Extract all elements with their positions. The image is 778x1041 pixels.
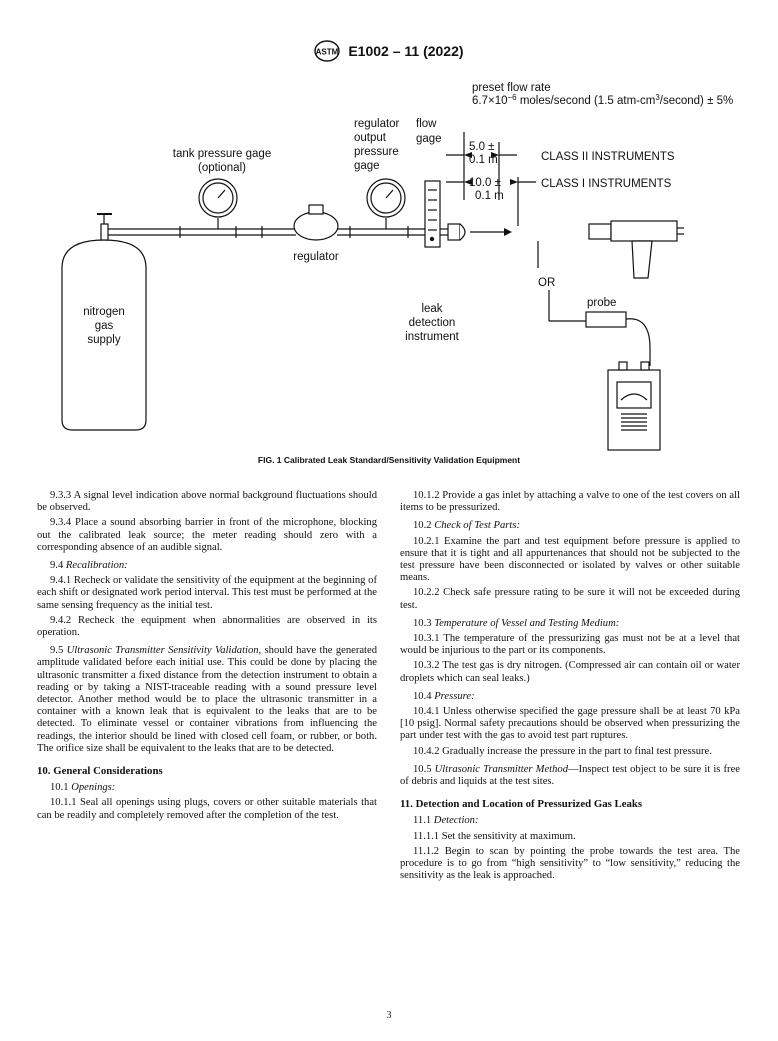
paragraph-10-1-1: 10.1.1 Seal all openings using plugs, covers or other suitable materials that can be readily and completely removed after the completion of the test. <box>37 797 377 821</box>
svg-text:ASTM: ASTM <box>316 47 339 57</box>
paragraph-9-3-4: 9.3.4 Place a sound absorbing barrier in front of the microphone, blocking out the calibrated leak source; the meter reading should zero with a corresponding absence of an audible signal. <box>37 517 377 553</box>
calibrated-leak-fitting <box>448 224 460 240</box>
ultrasonic-gun-handle <box>632 241 652 278</box>
label-leak-2: detection <box>408 317 456 329</box>
label-tank-gage-2: (optional) <box>198 162 246 174</box>
probe-cable <box>626 319 650 366</box>
regulator-body <box>294 212 338 240</box>
label-class-i: CLASS I INSTRUMENTS <box>541 178 672 190</box>
label-flow-gage-2: gage <box>416 133 442 145</box>
label-regulator-output-2: output <box>354 132 386 144</box>
label-dim-a-2: 0.1 m <box>469 154 498 166</box>
paragraph-10-3-2: 10.3.2 The test gas is dry nitrogen. (Compressed air can contain oil or water droplets which can seal leaks.) <box>400 660 740 684</box>
paragraph-11-1-1: 11.1.1 Set the sensitivity at maximum. <box>413 830 576 842</box>
probe-body <box>586 312 626 327</box>
section-11-1: 11.1 Detection: <box>413 815 479 827</box>
label-leak-3: instrument <box>405 331 459 343</box>
label-flow-gage-1: flow <box>416 118 437 130</box>
section-9-5: 9.5 Ultrasonic Transmitter Sensitivity Validation, should have the generated amplitude validated before each initial use. This could be done by placing the ultrasonic transmitter a fixed distance from the detection instrument to obtain a reading or by taking a NIST-traceable reading with a sound pressure level detector. Another method would be to place the ultrasonic transmitter in a container with a known leak that is equivalent to the leaks that are to be detected. To eliminate vessel or container vibrations from influencing the readings, the interior should be lined with closed cell foam, or rubber, or both. The orifice size shall be equivalent to the leaks that are to be detected. <box>37 645 377 754</box>
right-column <box>400 490 740 885</box>
section-10-2: 10.2 Check of Test Parts: <box>413 520 521 532</box>
label-regulator-output-4: gage <box>354 160 380 172</box>
label-dim-b-2: 0.1 m <box>475 190 504 202</box>
paragraph-10-1-2: 10.1.2 Provide a gas inlet by attaching a valve to one of the test covers on all items to be pressurized. <box>400 490 740 514</box>
section-10-4: 10.4 Pressure: <box>413 690 475 702</box>
figure-1-diagram <box>0 0 778 455</box>
section-10-5: 10.5 Ultrasonic Transmitter Method—Inspect test object to be sure it is free of debris and liquids at the test sites. <box>400 763 740 788</box>
paragraph-10-3-1: 10.3.1 The temperature of the pressurizing gas must not be at a level that would be injurious to the part or its components. <box>400 633 740 657</box>
document-id: E1002 – 11 (2022) <box>348 43 464 59</box>
label-or: OR <box>538 277 556 289</box>
label-regulator-output-3: pressure <box>354 146 399 158</box>
label-class-ii: CLASS II INSTRUMENTS <box>541 151 675 163</box>
heading-section-11: 11. Detection and Location of Pressurized Gas Leaks <box>400 798 643 811</box>
label-supply-1: nitrogen <box>83 306 125 318</box>
section-9-4: 9.4 Recalibration: <box>50 560 128 572</box>
label-preset-flow-rate: preset flow rate <box>472 82 551 94</box>
label-regulator: regulator <box>293 251 339 263</box>
label-dim-a-1: 5.0 ± <box>469 141 495 153</box>
paragraph-10-2-2: 10.2.2 Check safe pressure rating to be sure it will not be exceeded during test. <box>400 587 740 611</box>
tank-valve <box>101 224 108 240</box>
ultrasonic-gun-nozzle <box>589 224 611 239</box>
label-supply-2: gas <box>94 320 114 332</box>
left-column <box>37 490 377 825</box>
page-number: 3 <box>386 1010 392 1021</box>
paragraph-9-3-3: 9.3.3 A signal level indication above normal background fluctuations should be observed. <box>37 490 377 514</box>
paragraph-9-4-2: 9.4.2 Recheck the equipment when abnormalities are observed in its operation. <box>37 614 377 639</box>
paragraph-11-1-2: 11.1.2 Begin to scan by pointing the probe towards the test area. The procedure is to go from “high sensitivity” to “low sensitivity,” reducing the sensitivity as the leak is approached. <box>400 845 740 882</box>
label-tank-gage-1: tank pressure gage <box>172 148 272 160</box>
label-probe: probe <box>587 297 617 309</box>
ultrasonic-gun-body <box>611 221 677 241</box>
label-flow-rate-value: $6.7\times 10^{-6}$ moles/second (1.5 atm-$cm^3/second) \pm 5\%$ <box>472 93 734 107</box>
paragraph-10-2-1: 10.2.1 Examine the part and test equipment before pressure is applied to ensure that it is tight and all appurtenances that should not be subjected to the test pressure have been disconnected or isolated by valves or other suitable means. <box>400 535 740 584</box>
heading-section-10: 10. General Considerations <box>37 765 163 778</box>
section-10-3: 10.3 Temperature of Vessel and Testing Medium: <box>413 617 620 629</box>
paragraph-10-4-2: 10.4.2 Gradually increase the pressure in the part to final test pressure. <box>413 745 712 757</box>
label-supply-3: supply <box>87 334 121 346</box>
label-regulator-output-1: regulator <box>354 118 400 130</box>
section-10-1: 10.1 Openings: <box>50 782 116 794</box>
label-leak-1: leak <box>421 303 443 315</box>
paragraph-10-4-1: 10.4.1 Unless otherwise specified the gage pressure shall be at least 70 kPa [10 psig]. Normal safety precautions should be observed when pressurizing the part under test with the gas to avoid test part ruptures. <box>400 706 740 742</box>
figure-caption: FIG. 1 Calibrated Leak Standard/Sensitivity Validation Equipment <box>257 455 521 465</box>
label-dim-b-1: 10.0 ± <box>469 177 501 189</box>
paragraph-9-4-1: 9.4.1 Recheck or validate the sensitivity of the equipment at the beginning of each shift or designated work period interval. This test must be performed at the same sensing frequency as the initial test. <box>37 575 377 611</box>
